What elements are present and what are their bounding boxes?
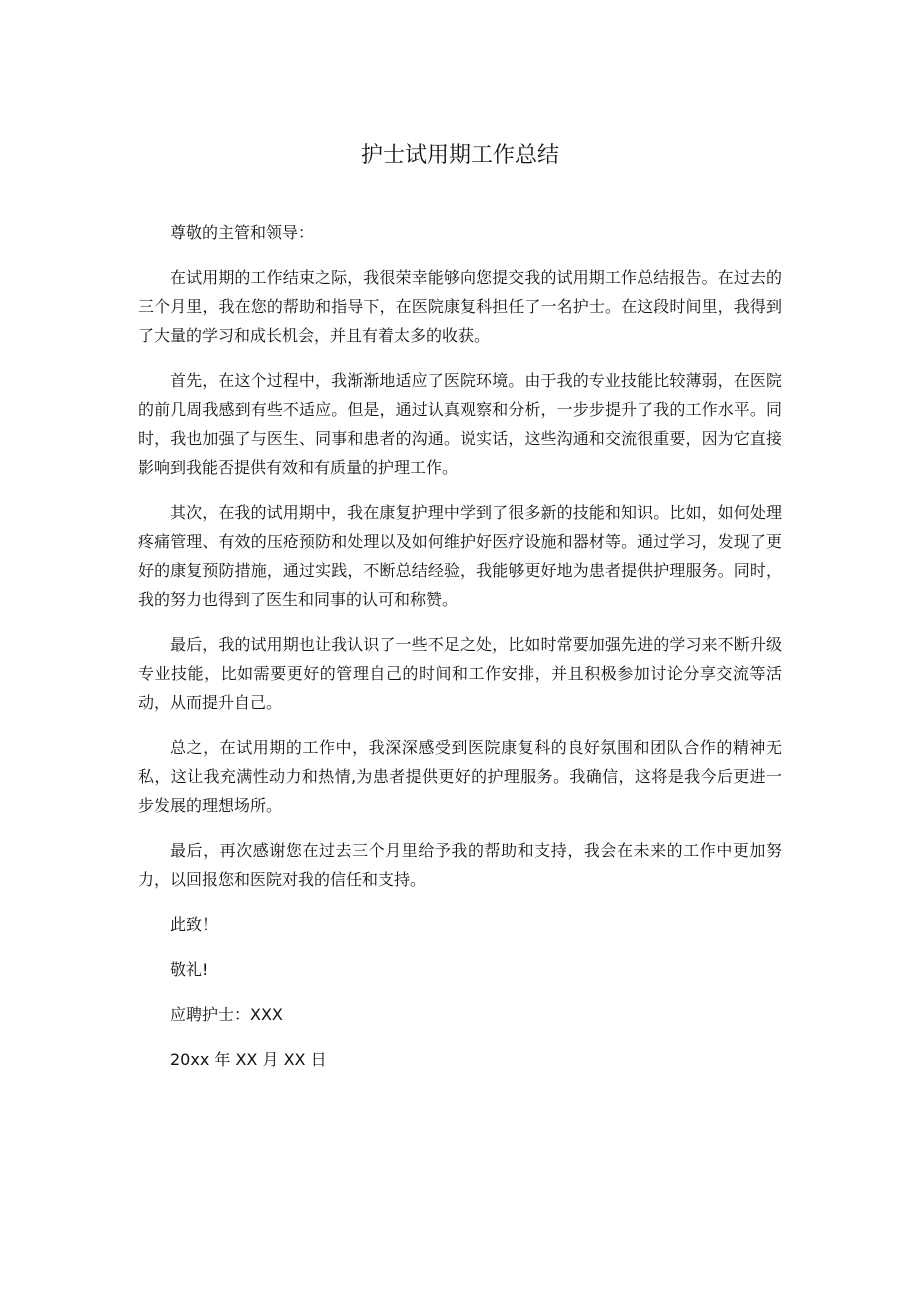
document-body (138, 218, 782, 1090)
closing-salutation: 此致！ (170, 915, 219, 934)
paragraph-intro: 在试用期的工作结束之际，我很荣幸能够向您提交我的试用期工作总结报告。在过去的三个月里，我在您的帮助和指导下，在医院康复科担任了一名护士。在这段时间里，我得到了大量的学习和成长机会，并且有着太多的收获。 (138, 268, 782, 345)
paragraph-thanks: 最后，再次感谢您在过去三个月里给予我的帮助和支持，我会在未来的工作中更加努力，以回报您和医院对我的信任和支持。 (138, 841, 782, 889)
paragraph-summary: 总之，在试用期的工作中，我深深感受到医院康复科的良好氛围和团队合作的精神无私，这让我充满性动力和热情,为患者提供更好的护理服务。我确信，这将是我今后更进一步发展的理想场所。 (138, 738, 782, 815)
paragraph-first: 首先，在这个过程中，我渐渐地适应了医院环境。由于我的专业技能比较薄弱，在医院的前几周我感到有些不适应。但是，通过认真观察和分析，一步步提升了我的工作水平。同时，我也加强了与医生、同事和患者的沟通。说实话，这些沟通和交流很重要，因为它直接影响到我能否提供有效和有质量的护理工作。 (138, 371, 782, 477)
paragraph-second: 其次，在我的试用期中，我在康复护理中学到了很多新的技能和知识。比如，如何处理疼痛管理、有效的压疮预防和处理以及如何维护好医疗设施和器材等。通过学习，发现了更好的康复预防措施，通过实践，不断总结经验，我能够更好地为患者提供护理服务。同时，我的努力也得到了医生和同事的认可和称赞。 (138, 503, 782, 609)
document-title: 护士试用期工作总结 (360, 143, 559, 168)
date-line: 20xx 年 XX 月 XX 日 (170, 1050, 327, 1069)
paragraph-shortcomings: 最后，我的试用期也让我认识了一些不足之处，比如时常要加强先进的学习来不断升级专业技能，比如需要更好的管理自己的时间和工作安排，并且积极参加讨论分享交流等活动，从而提升自己。 (138, 635, 782, 712)
closing-regards: 敬礼! (170, 960, 209, 979)
greeting-line: 尊敬的主管和领导： (170, 223, 315, 242)
signature-line: 应聘护士：XXX (170, 1005, 283, 1024)
